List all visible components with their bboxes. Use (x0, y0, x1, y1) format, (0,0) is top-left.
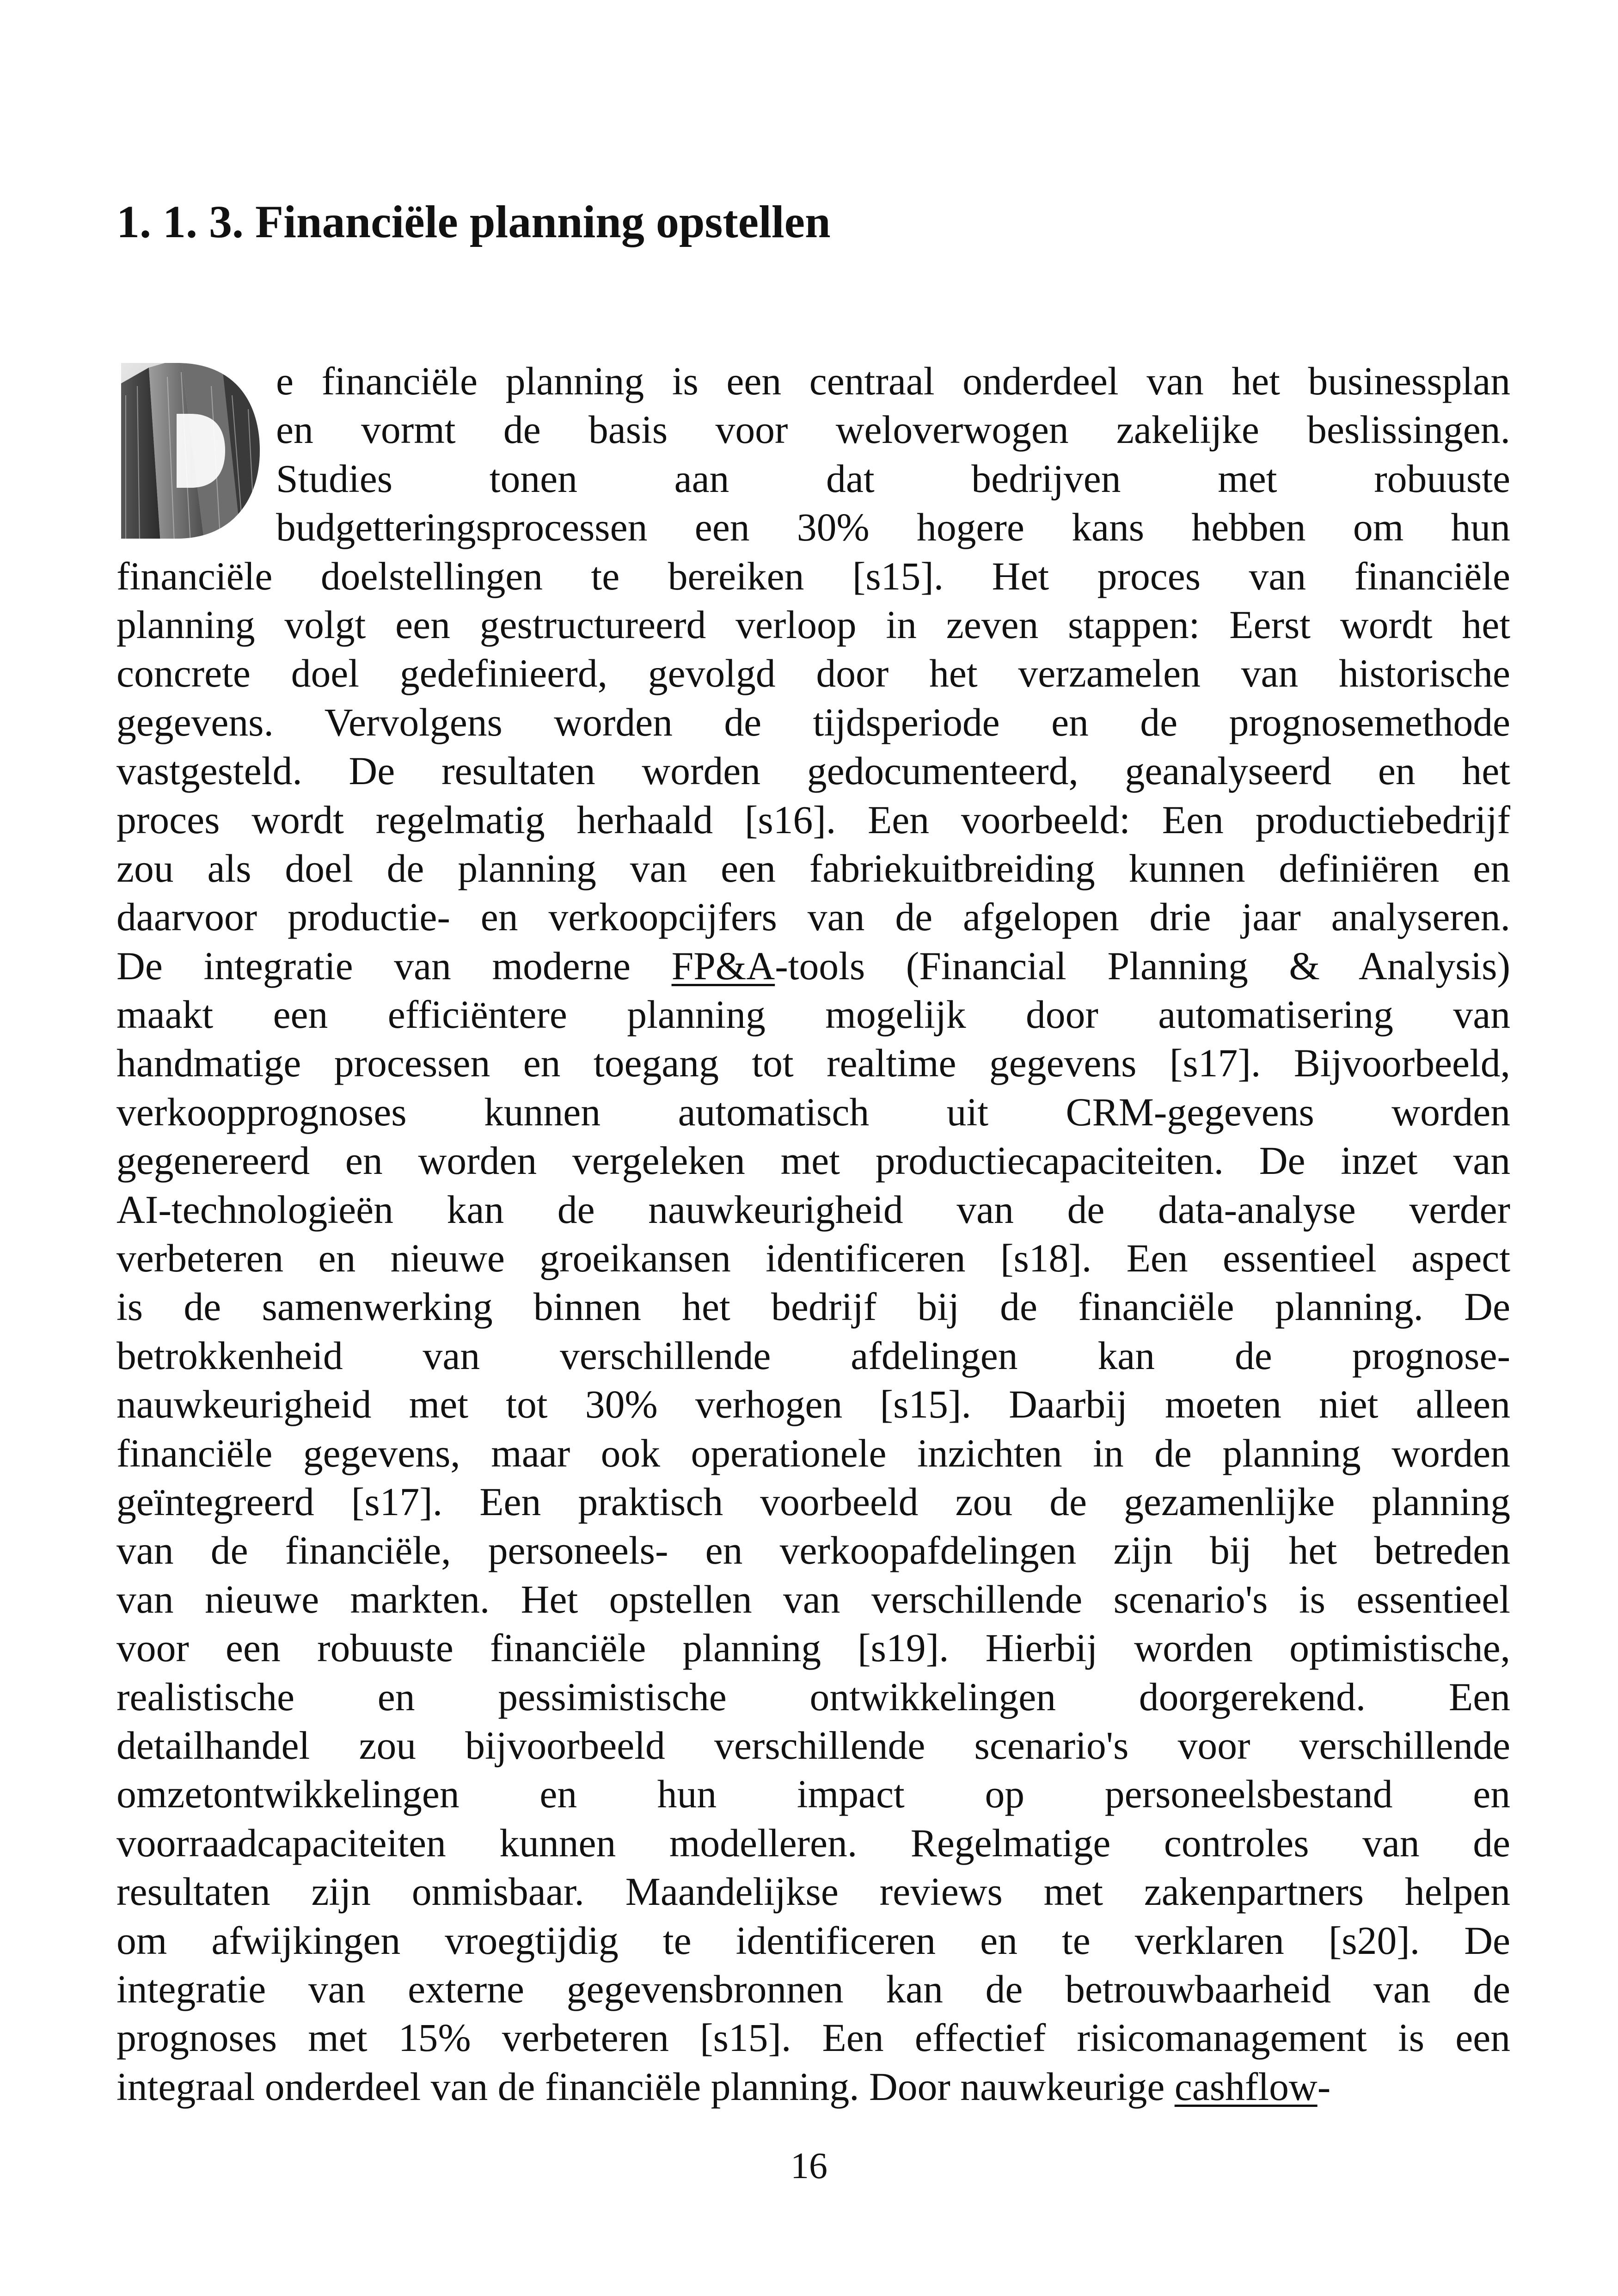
paragraph-line: voor een robuuste financiële planning [s19]. Hierbij worden optimistische, (116, 1626, 1510, 1670)
paragraph-line: planning volgt een gestructureerd verloop in zeven stappen: Eerst wordt het (116, 602, 1510, 647)
paragraph-line: prognoses met 15% verbeteren [s15]. Een effectief risicomanagement is een (116, 2016, 1510, 2060)
paragraph-line: zou als doel de planning van een fabriekuitbreiding kunnen definiëren en (116, 846, 1510, 890)
paragraph-line: verkoopprognoses kunnen automatisch uit CRM-gegevens worden (116, 1090, 1510, 1134)
body-paragraph (116, 357, 1510, 2111)
paragraph-line: geïntegreerd [s17]. Een praktisch voorbeeld zou de gezamenlijke planning (116, 1480, 1510, 1524)
paragraph-line-cashflow (116, 2063, 1510, 2111)
paragraph-line: concrete doel gedefinieerd, gevolgd door het verzamelen van historische (116, 651, 1510, 696)
paragraph-line: financiële doelstellingen te bereiken [s15]. Het proces van financiële (116, 554, 1510, 598)
paragraph-line: vastgesteld. De resultaten worden gedocumenteerd, geanalyseerd en het (116, 749, 1510, 793)
paragraph-line: budgetteringsprocessen een 30% hogere kans hebben om hun (276, 505, 1510, 550)
page-number: 16 (791, 2146, 827, 2186)
paragraph-line: detailhandel zou bijvoorbeeld verschillende scenario's voor verschillende (116, 1723, 1510, 1768)
paragraph-line: Studies tonen aan dat bedrijven met robuuste (276, 456, 1510, 501)
paragraph-line: resultaten zijn onmisbaar. Maandelijkse reviews met zakenpartners helpen (116, 1870, 1510, 1914)
paragraph-line: betrokkenheid van verschillende afdelingen kan de prognose- (116, 1333, 1510, 1378)
paragraph-line: voorraadcapaciteiten kunnen modelleren. Regelmatige controles van de (116, 1821, 1510, 1865)
fpa-suffix: -tools (Financial Planning & Analysis) (775, 944, 1510, 988)
paragraph-line-fpa (116, 942, 1510, 990)
paragraph-line: is de samenwerking binnen het bedrijf bij de financiële planning. De (116, 1285, 1510, 1329)
paragraph-line: gegevens. Vervolgens worden de tijdsperiode en de prognosemethode (116, 700, 1510, 744)
paragraph-line: maakt een efficiëntere planning mogelijk door automatisering van (116, 993, 1510, 1037)
paragraph-line: omzetontwikkelingen en hun impact op personeelsbestand en (116, 1772, 1510, 1817)
fpa-link[interactable]: FP&A (671, 944, 775, 988)
paragraph-line: proces wordt regelmatig herhaald [s16]. Een voorbeeld: Een productiebedrijf (116, 798, 1510, 842)
paragraph-line: en vormt de basis voor weloverwogen zakelijke beslissingen. (276, 408, 1510, 452)
paragraph-line: gegenereerd en worden vergeleken met productiecapaciteiten. De inzet van (116, 1139, 1510, 1183)
paragraph-line: AI-technologieën kan de nauwkeurigheid van de data-analyse verder (116, 1187, 1510, 1232)
section-title: 1. 1. 3. Financiële planning opstellen (116, 196, 831, 247)
paragraph-line: daarvoor productie- en verkoopcijfers van de afgelopen drie jaar analyseren. (116, 895, 1510, 939)
paragraph-line: nauwkeurigheid met tot 30% verhogen [s15]. Daarbij moeten niet alleen (116, 1382, 1510, 1427)
cashflow-link[interactable]: cashflow (1174, 2064, 1318, 2109)
paragraph-line: van de financiële, personeels- en verkoopafdelingen zijn bij het betreden (116, 1529, 1510, 1573)
cashflow-suffix: - (1317, 2064, 1331, 2109)
paragraph-line: realistische en pessimistische ontwikkelingen doorgerekend. Een (116, 1675, 1510, 1719)
paragraph-line: van nieuwe markten. Het opstellen van verschillende scenario's is essentieel (116, 1577, 1510, 1621)
paragraph-line: verbeteren en nieuwe groeikansen identificeren [s18]. Een essentieel aspect (116, 1236, 1510, 1281)
paragraph-line: financiële gegevens, maar ook operationele inzichten in de planning worden (116, 1431, 1510, 1475)
paragraph-line: om afwijkingen vroegtijdig te identificeren en te verklaren [s20]. De (116, 1918, 1510, 1963)
paragraph-line: handmatige processen en toegang tot realtime gegevens [s17]. Bijvoorbeeld, (116, 1041, 1510, 1086)
paragraph-line: e financiële planning is een centraal onderdeel van het businessplan (276, 359, 1510, 403)
cashflow-prefix: integraal onderdeel van de financiële planning. Door nauwkeurige (116, 2064, 1175, 2109)
paragraph-line: integratie van externe gegevensbronnen kan de betrouwbaarheid van de (116, 1967, 1510, 2011)
fpa-prefix: De integratie van moderne (116, 944, 672, 988)
